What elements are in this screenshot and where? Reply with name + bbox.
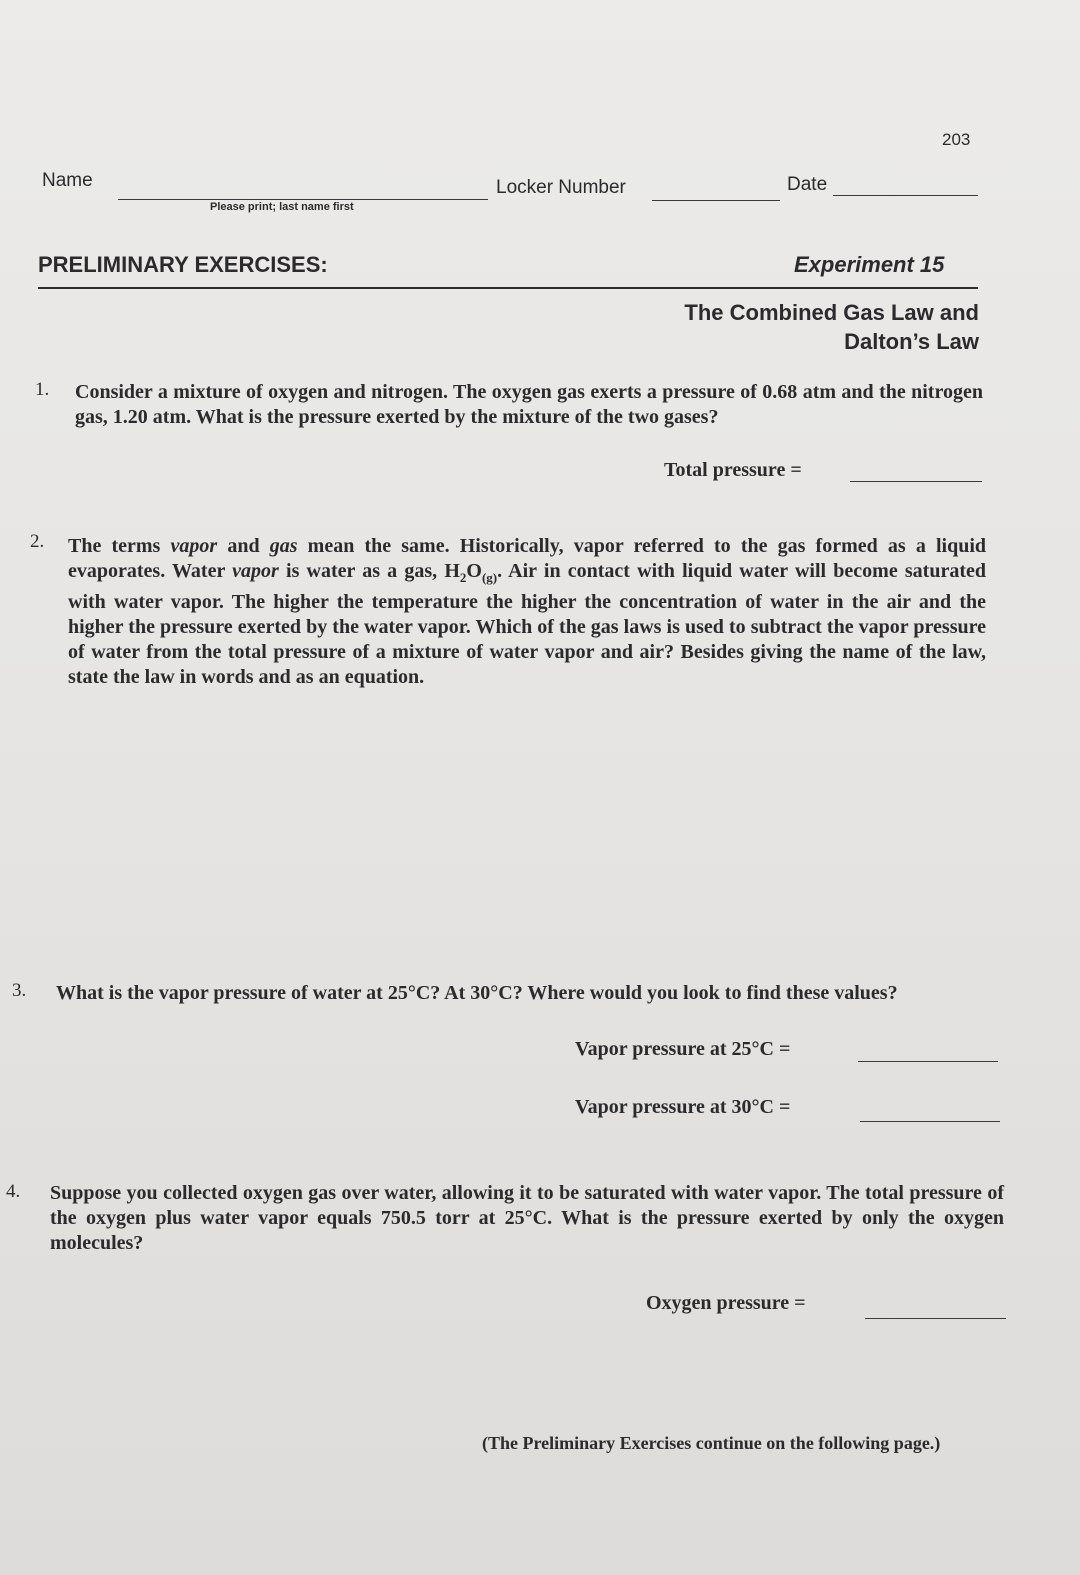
- oxygen-pressure-label: Oxygen pressure =: [646, 1292, 806, 1314]
- q2-term-vapor-2: vapor: [232, 560, 279, 582]
- q2-text-part-2: and: [217, 535, 270, 557]
- subtitle-line-2: Dalton’s Law: [844, 329, 979, 354]
- question-1-number: 1.: [35, 379, 50, 400]
- oxygen-pressure-blank: [865, 1318, 1006, 1319]
- name-blank-line: [118, 199, 488, 200]
- question-4-number: 4.: [6, 1181, 21, 1202]
- name-label: Name: [42, 170, 93, 191]
- name-instruction: Please print; last name first: [210, 201, 354, 213]
- q2-text-part-3: mean the same. Historically, vapor referred to the gas formed as a liquid evaporates. Water: [68, 535, 987, 582]
- q2-subscript-gas: (g): [481, 570, 498, 585]
- q2-term-vapor: vapor: [170, 535, 218, 557]
- question-4-text: Suppose you collected oxygen gas over water, allowing it to be saturated with water vapor. The total pressure of the oxygen plus water vapor equals 750.5 torr at 25°C. What is the pressure exerted by only the oxygen molecules?: [50, 1182, 1004, 1254]
- subtitle-line-1: The Combined Gas Law and: [684, 300, 979, 325]
- experiment-label: Experiment 15: [794, 252, 945, 277]
- question-3-text: What is the vapor pressure of water at 25°C? At 30°C? Where would you look to find these values?: [56, 982, 898, 1004]
- q2-oxygen-symbol: O: [466, 560, 482, 582]
- q2-subscript-2: 2: [459, 570, 467, 585]
- locker-number-blank-line: [652, 200, 780, 201]
- vapor-pressure-25-label: Vapor pressure at 25°C =: [575, 1038, 791, 1060]
- q2-text-part-4: is water as a gas, H: [278, 560, 460, 582]
- total-pressure-blank: [850, 481, 982, 482]
- header-divider: [38, 287, 978, 289]
- vapor-pressure-25-blank: [858, 1061, 998, 1062]
- q2-term-gas: gas: [269, 535, 298, 557]
- question-2-text: [68, 534, 986, 690]
- locker-number-label: Locker Number: [496, 177, 626, 198]
- question-2-number: 2.: [30, 531, 45, 552]
- question-1-text: Consider a mixture of oxygen and nitrogen. The oxygen gas exerts a pressure of 0.68 atm and the nitrogen gas, 1.20 atm. What is the pressure exerted by the mixture of the two gases?: [75, 381, 983, 428]
- page-number: 203: [942, 130, 971, 149]
- section-title: PRELIMINARY EXERCISES:: [38, 252, 328, 277]
- q2-text-part-5: . Air in contact with liquid water will become saturated with water vapor. The higher the temperature the higher the concentration of water in the air and the higher the pressure exerted by the water vapor. Which of the gas laws is used to subtract the vapor pressure of water from the total pressure of a mixture of water vapor and air? Besides giving the name of the law, state the law in words and as an equation.: [68, 560, 986, 688]
- date-label: Date: [787, 174, 828, 195]
- question-3-number: 3.: [12, 980, 27, 1001]
- total-pressure-label: Total pressure =: [664, 459, 802, 481]
- experiment-subtitle: [560, 298, 979, 356]
- vapor-pressure-30-blank: [860, 1121, 1000, 1122]
- continuation-note: (The Preliminary Exercises continue on the following page.): [482, 1433, 941, 1453]
- date-blank-line: [833, 195, 978, 196]
- vapor-pressure-30-label: Vapor pressure at 30°C =: [575, 1096, 791, 1118]
- q2-text-part-1: The terms: [68, 535, 171, 557]
